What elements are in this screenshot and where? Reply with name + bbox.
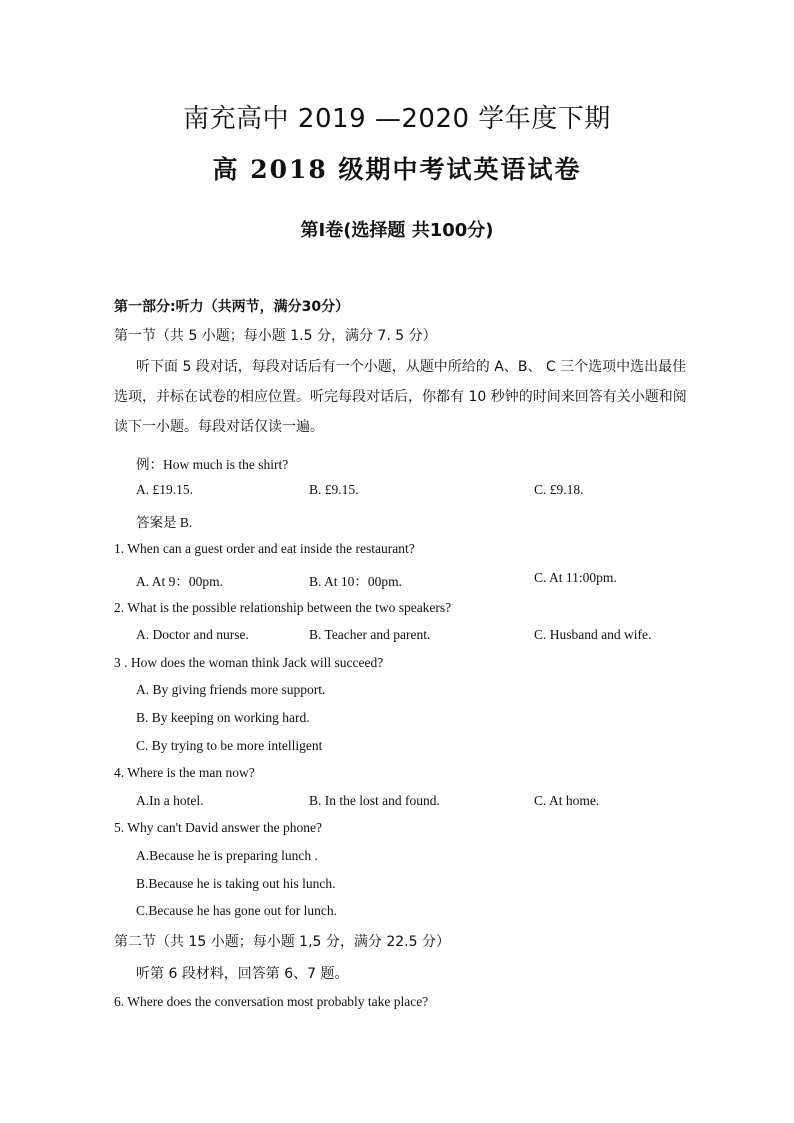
question-4-option-b: B. In the lost and found.: [309, 793, 440, 808]
page-title-line1: 南充高中 2019 —2020 学年度下期: [183, 104, 611, 134]
page-title-line3: 第I卷(选择题 共100分): [300, 220, 494, 241]
section2-material: 听第 6 段材料，回答第 6、7 题。: [136, 966, 349, 982]
question-1-option-c: C. At 11:00pm.: [534, 570, 617, 585]
section2-heading: 第二节（共 15 小题；每小题 1,5 分，满分 22.5 分）: [114, 934, 450, 950]
part1-heading: 第一部分:听力（共两节，满分30分）: [114, 299, 350, 315]
question-3-option-b: B. By keeping on working hard.: [136, 710, 310, 725]
question-4-option-c: C. At home.: [534, 793, 600, 808]
question-2-stem: 2. What is the possible relationship between the two speakers?: [114, 600, 452, 615]
section1-heading: 第一节（共 5 小题；每小题 1.5 分，满分 7. 5 分）: [114, 328, 437, 344]
question-2-option-a: A. Doctor and nurse.: [136, 627, 249, 642]
question-3-option-a: A. By giving friends more support.: [136, 682, 326, 697]
question-2-option-b: B. Teacher and parent.: [309, 627, 431, 642]
question-5-option-c: C.Because he has gone out for lunch.: [136, 903, 337, 918]
question-4-stem: 4. Where is the man now?: [114, 765, 255, 780]
question-2-option-c: C. Husband and wife.: [534, 627, 652, 642]
page-title-line2: 高 2018 级期中考试英语试卷: [212, 155, 582, 184]
example-answer: 答案是 B.: [136, 515, 193, 530]
question-1-stem: 1. When can a guest order and eat inside the restaurant?: [114, 541, 415, 556]
question-5-stem: 5. Why can't David answer the phone?: [114, 820, 322, 835]
question-1-option-a: A. At 9：00pm.: [136, 574, 224, 589]
question-6-stem: 6. Where does the conversation most probably take place?: [114, 994, 429, 1009]
question-4-option-a: A.In a hotel.: [136, 793, 204, 808]
question-3-stem: 3 . How does the woman think Jack will succeed?: [114, 655, 384, 670]
question-1-option-b: B. At 10：00pm.: [309, 574, 403, 589]
section1-instructions: 听下面 5 段对话，每段对话后有一个小题，从题中所给的 A、B、 C 三个选项中选出最佳选项，并标在试卷的相应位置。听完每段对话后，你都有 10 秒钟的时间来回答有关小题和阅读下一小题。每段对话仅读一遍。: [114, 359, 687, 435]
example-option-b: B. £9.15.: [309, 482, 359, 497]
example-option-c: C. £9.18.: [534, 482, 584, 497]
question-3-option-c: C. By trying to be more intelligent: [136, 738, 323, 753]
example-option-a: A. £19.15.: [136, 482, 193, 497]
question-5-option-a: A.Because he is preparing lunch .: [136, 848, 318, 863]
example-question: 例：How much is the shirt?: [136, 457, 289, 472]
question-5-option-b: B.Because he is taking out his lunch.: [136, 876, 336, 891]
